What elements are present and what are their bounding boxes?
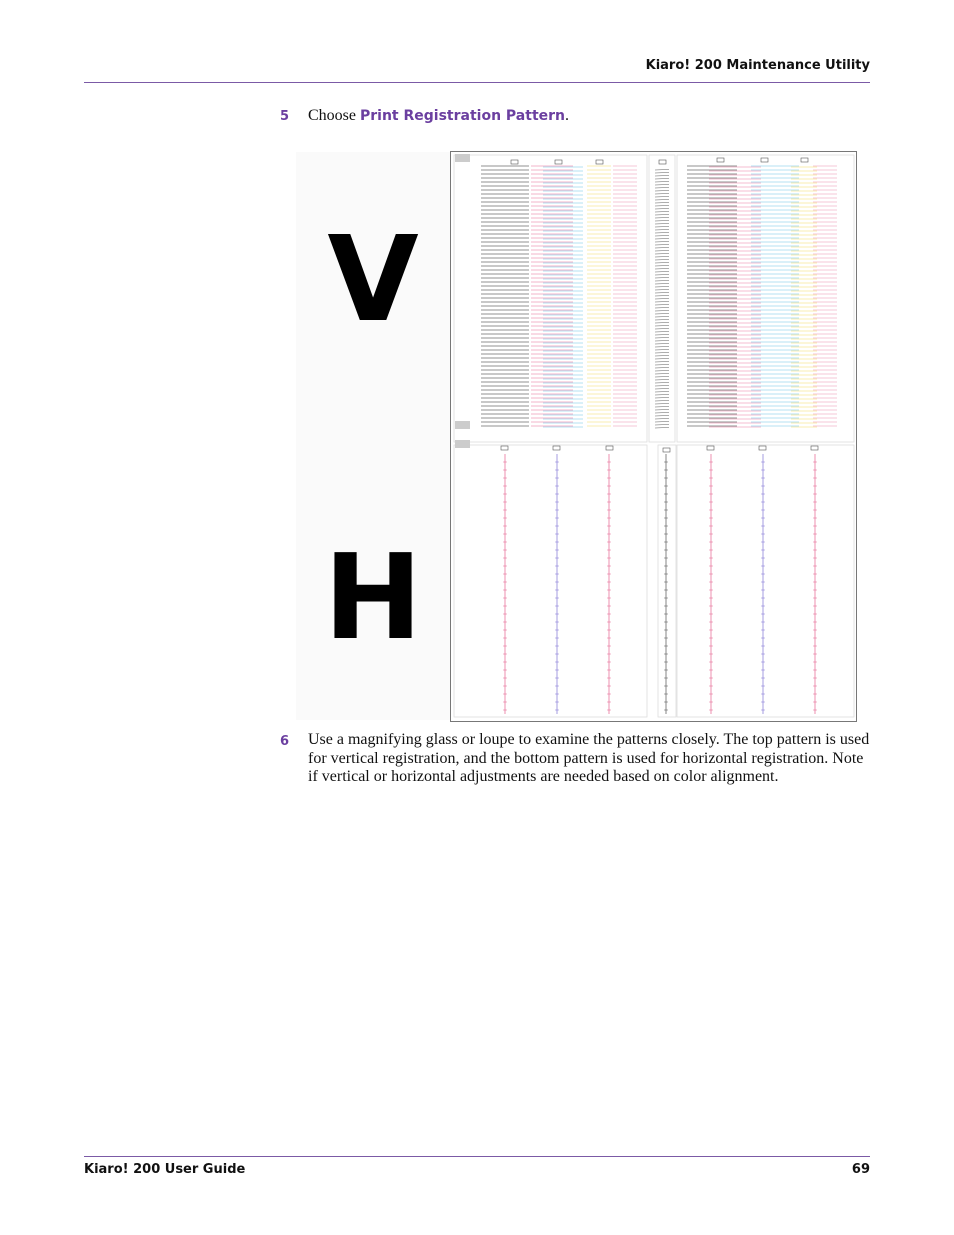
pattern-marker bbox=[659, 160, 666, 164]
pattern-line bbox=[655, 275, 669, 276]
pattern-line bbox=[655, 425, 669, 426]
pattern-marker bbox=[761, 158, 768, 162]
pattern-line bbox=[655, 392, 669, 393]
pattern-line bbox=[655, 251, 669, 252]
footer-title: Kiaro! 200 User Guide bbox=[84, 1162, 246, 1177]
registration-pattern-graphic bbox=[451, 152, 856, 721]
header-rule bbox=[84, 82, 870, 83]
pattern-line bbox=[655, 296, 669, 297]
pattern-line bbox=[655, 200, 669, 201]
pattern-line bbox=[655, 332, 669, 333]
pattern-line bbox=[655, 413, 669, 414]
pattern-line bbox=[655, 254, 669, 255]
pattern-marker bbox=[501, 446, 508, 450]
pattern-marker bbox=[553, 446, 560, 450]
pattern-line bbox=[655, 230, 669, 231]
pattern-line bbox=[655, 182, 669, 183]
step-number: 5 bbox=[280, 109, 290, 124]
pattern-marker bbox=[606, 446, 613, 450]
pattern-line bbox=[655, 308, 669, 309]
pattern-marker bbox=[717, 158, 724, 162]
pattern-line bbox=[655, 380, 669, 381]
pattern-line bbox=[655, 365, 669, 366]
pattern-line bbox=[655, 272, 669, 273]
pattern-line bbox=[655, 317, 669, 318]
pattern-line bbox=[655, 314, 669, 315]
pattern-line bbox=[655, 428, 669, 429]
pattern-line bbox=[655, 293, 669, 294]
pattern-line bbox=[655, 179, 669, 180]
pattern-line bbox=[655, 212, 669, 213]
pattern-marker bbox=[555, 160, 562, 164]
pattern-line bbox=[655, 218, 669, 219]
step-suffix: . bbox=[565, 107, 570, 124]
pattern-marker bbox=[707, 446, 714, 450]
pattern-marker bbox=[596, 160, 603, 164]
pattern-line bbox=[655, 248, 669, 249]
page-number: 69 bbox=[851, 1162, 870, 1177]
pattern-line bbox=[655, 206, 669, 207]
pattern-line bbox=[655, 299, 669, 300]
pattern-line bbox=[655, 350, 669, 351]
pattern-line bbox=[655, 245, 669, 246]
pattern-line bbox=[655, 278, 669, 279]
pattern-line bbox=[655, 290, 669, 291]
pattern-line bbox=[655, 419, 669, 420]
pattern-line bbox=[655, 266, 669, 267]
pattern-line bbox=[655, 401, 669, 402]
registration-pattern-image bbox=[450, 151, 857, 722]
horizontal-label: H bbox=[323, 528, 423, 666]
footer-rule bbox=[84, 1156, 870, 1157]
pattern-line bbox=[655, 329, 669, 330]
pattern-line bbox=[655, 224, 669, 225]
pattern-line bbox=[655, 305, 669, 306]
pattern-line bbox=[655, 257, 669, 258]
pattern-line bbox=[655, 197, 669, 198]
pattern-line bbox=[655, 395, 669, 396]
pattern-line bbox=[655, 338, 669, 339]
pattern-marker bbox=[511, 160, 518, 164]
pattern-line bbox=[655, 173, 669, 174]
pattern-line bbox=[655, 362, 669, 363]
pattern-line bbox=[655, 260, 669, 261]
pattern-line bbox=[655, 269, 669, 270]
pattern-line bbox=[655, 404, 669, 405]
pattern-line bbox=[655, 344, 669, 345]
pattern-line bbox=[655, 353, 669, 354]
pattern-line bbox=[655, 386, 669, 387]
pattern-line bbox=[655, 383, 669, 384]
pattern-line bbox=[655, 398, 669, 399]
pattern-line bbox=[655, 323, 669, 324]
pattern-line bbox=[655, 209, 669, 210]
pattern-line bbox=[655, 320, 669, 321]
pattern-line bbox=[655, 284, 669, 285]
pattern-line bbox=[655, 194, 669, 195]
pattern-line bbox=[655, 422, 669, 423]
pattern-line bbox=[655, 356, 669, 357]
pattern-line bbox=[655, 263, 669, 264]
pattern-line bbox=[655, 233, 669, 234]
pattern-line bbox=[655, 191, 669, 192]
pattern-line bbox=[655, 374, 669, 375]
pattern-line bbox=[655, 221, 669, 222]
step-number: 6 bbox=[280, 734, 290, 749]
pattern-line bbox=[655, 416, 669, 417]
pattern-line bbox=[655, 389, 669, 390]
pattern-line bbox=[655, 302, 669, 303]
pattern-line bbox=[655, 188, 669, 189]
pattern-line bbox=[655, 311, 669, 312]
pattern-line bbox=[655, 377, 669, 378]
vertical-label: V bbox=[327, 210, 419, 348]
pattern-line bbox=[655, 203, 669, 204]
pattern-line bbox=[655, 335, 669, 336]
pattern-labels bbox=[296, 152, 450, 720]
pattern-line bbox=[655, 281, 669, 282]
step-text: Use a magnifying glass or loupe to examine the patterns closely. The top pattern is used for vertical registration, and the bottom pattern is used for horizontal registration. Note if vertical or horizontal adjustments are needed based on color alignment. bbox=[308, 731, 870, 786]
pattern-line bbox=[655, 287, 669, 288]
pattern-line bbox=[655, 242, 669, 243]
pattern-line bbox=[655, 176, 669, 177]
pattern-line bbox=[655, 407, 669, 408]
pattern-marker bbox=[811, 446, 818, 450]
pattern-line bbox=[655, 185, 669, 186]
pattern-marker bbox=[801, 158, 808, 162]
pattern-marker bbox=[663, 448, 670, 452]
pattern-line bbox=[655, 410, 669, 411]
pattern-line bbox=[655, 239, 669, 240]
pattern-line bbox=[655, 371, 669, 372]
pattern-line bbox=[655, 368, 669, 369]
step-prefix: Choose bbox=[308, 107, 360, 124]
menu-command: Print Registration Pattern bbox=[360, 108, 566, 124]
pattern-line bbox=[655, 326, 669, 327]
step-text bbox=[308, 107, 569, 125]
pattern-line bbox=[655, 215, 669, 216]
pattern-line bbox=[655, 227, 669, 228]
running-header: Kiaro! 200 Maintenance Utility bbox=[645, 58, 870, 73]
pattern-line bbox=[655, 359, 669, 360]
pattern-line bbox=[655, 341, 669, 342]
pattern-line bbox=[655, 347, 669, 348]
pattern-line bbox=[655, 236, 669, 237]
pattern-line bbox=[655, 170, 669, 171]
pattern-marker bbox=[759, 446, 766, 450]
